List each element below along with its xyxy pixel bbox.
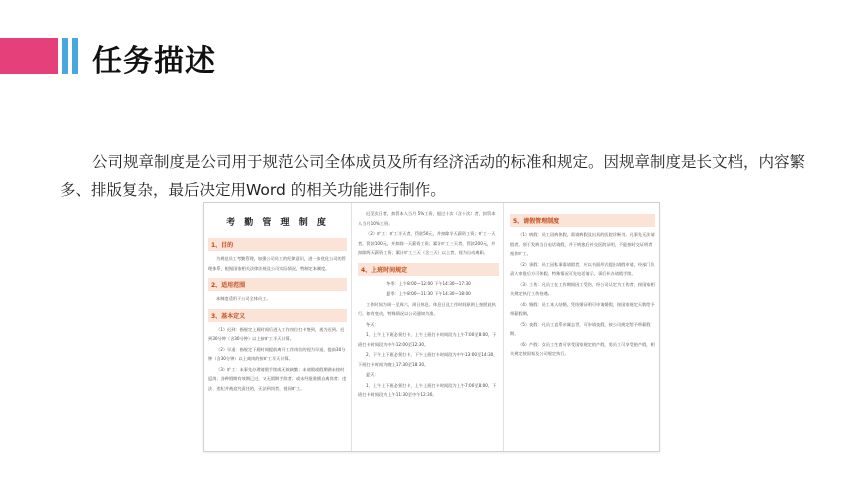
doc-paragraph: （3）旷工：未事先办理请假手续或无故缺勤；未请假或假期满未按时返岗；各种假期有效期已过，又无假期手续者；或未经批准擅自离岗者；违法、违纪并被追究责任的，无法到岗者，视同旷工。 [208,366,347,391]
sec-heading-definitions: 3、基本定义 [208,309,347,322]
document-preview [203,202,660,452]
intro-paragraph: 公司规章制度是公司用于规范公司全体成员及所有经济活动的标准和规定。因规章制度是长文档，内容繁多、排版复杂，最后决定用Word 的相关功能进行制作。 [60,152,806,199]
sec-heading-work-hours: 4、上班时间规定 [358,263,499,276]
title-accent-blue-bar-2 [72,38,78,74]
title-accent-blue-bar-1 [62,38,68,74]
doc-paragraph: 冬天： [366,321,379,327]
doc-paragraph: 工作时间为周一至周六，周日休息。休息日及工作时间原则上按照此执行，如有变动，特殊情况以公司通知为准。 [358,301,496,316]
doc-paragraph: （4）婚假：员工本人结婚，凭结婚证明可申请婚假，按国家规定天数给予带薪假期。 [510,301,655,316]
doc-paragraph: 冬季：上午8:00—12:00 下午14:30—17:30 [386,280,471,286]
slide-title: 任务描述 [92,44,216,79]
title-accent-pink-bar [0,38,58,74]
doc-paragraph: 夏季：上午8:00—11:30 下午14:30—18:00 [386,291,471,296]
doc-paragraph: （2）事假：员工因私事需请假者，应以书面形式提出请假申请，经部门负责人审批后方可休假，特殊情况可先电话请示，事后补办请假手续。 [510,261,655,276]
doc-column-1 [204,203,352,451]
doc-paragraph: 本制度适用于公司全体员工。 [216,296,271,301]
sec-heading-scope: 2、适用范围 [208,278,347,291]
doc-paragraph: 1、上午上下班必须打卡，上午上班打卡时间段为上午7:00至8:00，下班打卡时间段为上午11:30至中午12:30。 [358,382,497,397]
doc-paragraph: 1、上午上下班必须打卡，上午上班打卡时间段为上午7:00至8:00，下班打卡时间段为中午12:00至12:30。 [358,332,497,347]
doc-paragraph: （1）病假：员工因病休假，需请病假及出具的医院诊断书。凡事先无法请假者，须于发病当日电话请假，并于病愈后补交医院证明，不能按时交证明者视作旷工。 [510,232,655,256]
doc-paragraph: （5）丧假：凡员工直系亲属去世，可申请丧假，按公司规定给予带薪假期。 [510,321,651,336]
doc-paragraph: （2）旷工：旷工半天者，罚款50元，并扣除半天薪资工资；旷工一天者，罚款100元，并扣除一天薪资工资；累计旷工三天者，罚款200元，并扣除两天薪资工资；累计旷工三天（含三天）以上者，视为自动离职。 [358,231,496,255]
doc-paragraph: （2）早退：指规定下班时间提前离开工作岗位的视为早退，提前30分钟（含30分钟）以上离岗的按旷工半天计算。 [208,346,346,361]
doc-paragraph: 夏天： [366,372,379,377]
doc-paragraph: 为规范员工考勤管理，加强公司员工的纪律意识，进一步优化公司的管理体系，根据国家相关法律法规及公司实际情况，特制定本制度。 [208,256,346,271]
doc-paragraph: 迟至次日者，扣罚本人当月 5%工资，超过十次（含十次）者，扣罚本人当月10%工资。 [358,211,496,226]
doc-title: 考 勤 管 理 制 度 [226,218,329,228]
doc-column-2 [354,203,504,451]
doc-paragraph: 2、下午上下班必须打卡，下午上班打卡时间段为中午13:00至14:30，下班打卡时间为晚上17:30至18:30。 [358,352,498,367]
doc-paragraph: （3）工伤：凡员工在工作期间因工受伤，经公司认定为工伤者，按国家相关规定执行工伤待遇。 [510,281,655,296]
sec-heading-leave: 5、请假管理制度 [510,214,655,227]
doc-paragraph: （6）产假：女员工生育可享受国家规定的产假，男员工可享受陪产假，相关规定按国家及公司规定执行。 [510,341,655,356]
doc-column-3 [506,203,659,451]
sec-heading-purpose: 1、目的 [208,238,347,251]
doc-paragraph: （1）迟到：指规定上班时间后进入工作岗位打卡签到，视为迟到。迟到30分钟（含30分钟）以上按旷工半天计算。 [208,326,345,341]
